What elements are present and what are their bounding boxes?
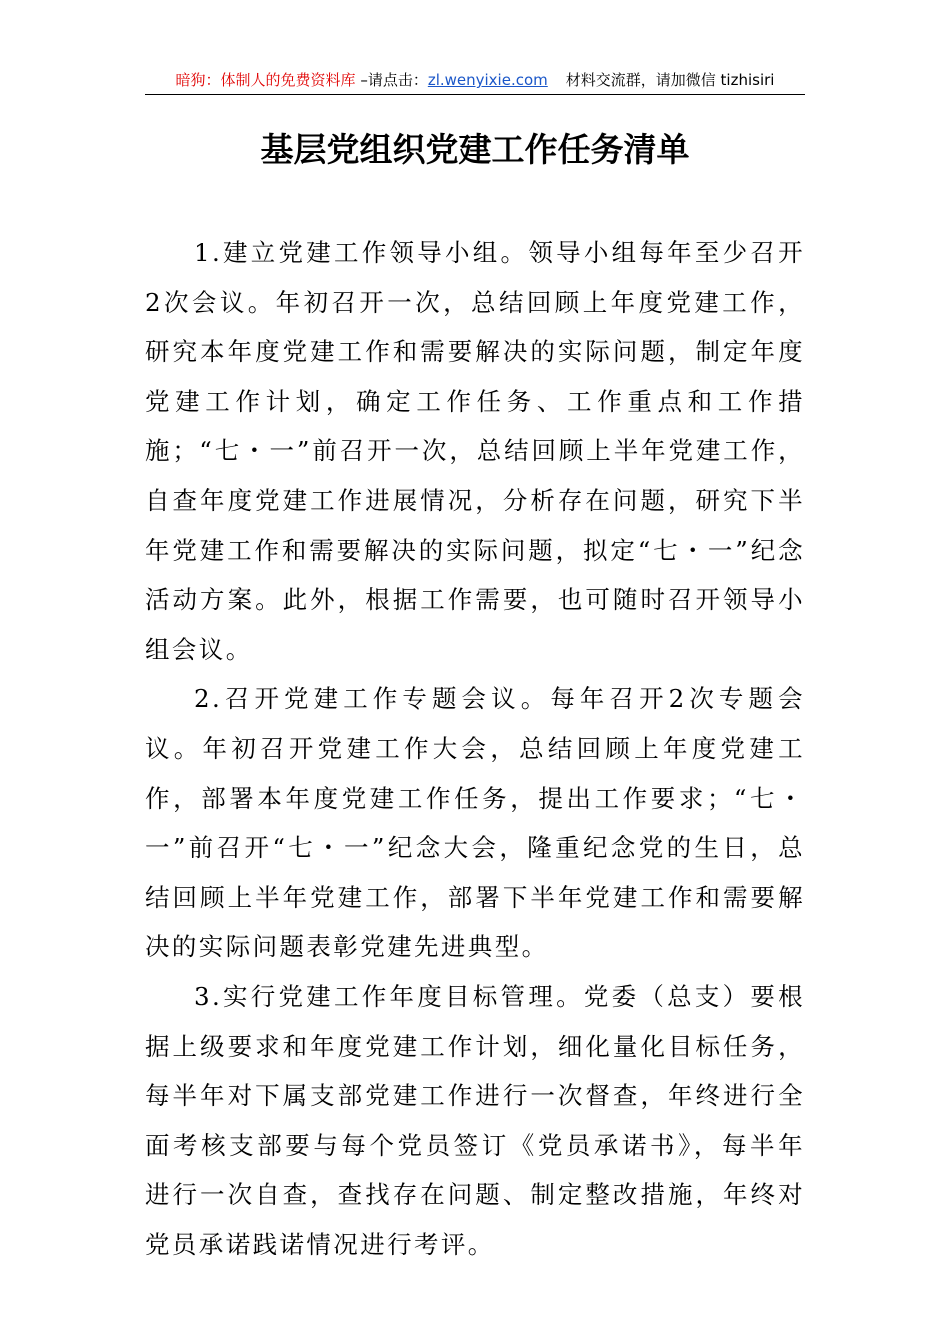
paragraph-1: 1.建立党建工作领导小组。领导小组每年至少召开2次会议。年初召开一次，总结回顾上年度党建工作，研究本年度党建工作和需要解决的实际问题，制定年度党建工作计划，确定工作任务、工作重点和工作措施；“七・一”前召开一次，总结回顾上半年党建工作，自查年度党建工作进展情况，分析存在问题，研究下半年党建工作和需要解决的实际问题，拟定“七・一”纪念活动方案。此外，根据工作需要，也可随时召开领导小组会议。 [145, 238, 805, 664]
header-banner [145, 66, 805, 95]
header-prompt-text: –请点击： [355, 71, 428, 89]
document-title: 基层党组织党建工作任务清单 [260, 130, 690, 169]
document-body [145, 228, 805, 1269]
header-brand-text: 暗狗：体制人的免费资料库 [175, 71, 356, 89]
paragraph-2: 2.召开党建工作专题会议。每年召开2次专题会议。年初召开党建工作大会，总结回顾上年度党建工作，部署本年度党建工作任务，提出工作要求；“七・一”前召开“七・一”纪念大会，隆重纪念党的生日，总结回顾上半年党建工作，部署下半年党建工作和需要解决的实际问题表彰党建先进典型。 [145, 684, 805, 962]
header-link[interactable]: zl.wenyixie.com [427, 71, 548, 89]
paragraph-3: 3.实行党建工作年度目标管理。党委（总支）要根据上级要求和年度党建工作计划，细化量化目标任务，每半年对下属支部党建工作进行一次督查，年终进行全面考核支部要与每个党员签订《党员承诺书》，每半年进行一次自查，查找存在问题、制定整改措施，年终对党员承诺践诺情况进行考评。 [145, 981, 805, 1259]
header-wechat-text: 材料交流群，请加微信 tizhisiri [565, 71, 775, 89]
